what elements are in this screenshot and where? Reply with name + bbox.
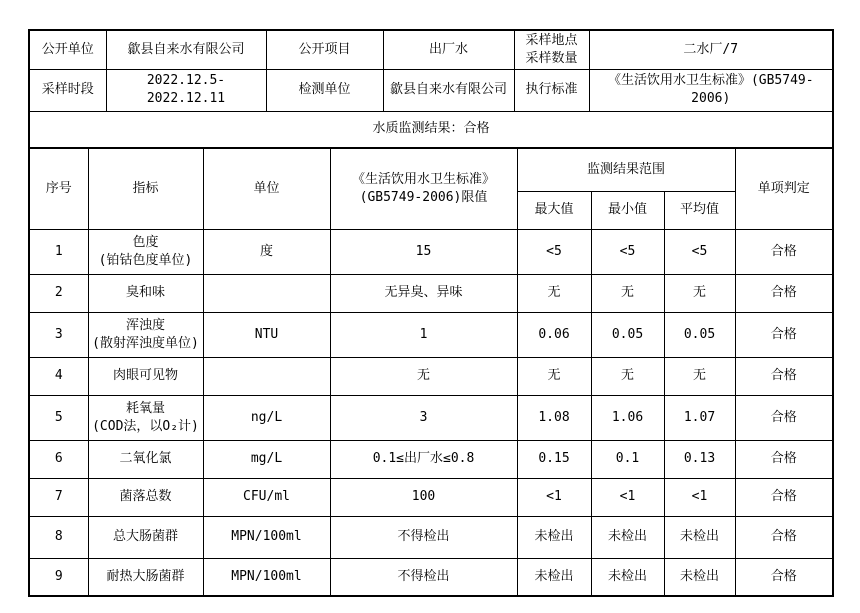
indicator-line1: 耗氧量	[125, 400, 165, 416]
row-avg: 未检出	[664, 516, 735, 558]
col-header-seq: 序号	[29, 148, 88, 229]
row-min: 未检出	[591, 558, 664, 596]
row-avg: 无	[664, 357, 735, 395]
row-indicator	[88, 229, 203, 274]
row-min: <5	[591, 229, 664, 274]
col-header-limit	[330, 148, 517, 229]
row-unit: 度	[203, 229, 330, 274]
row-judgement: 合格	[735, 558, 833, 596]
row-unit: CFU/ml	[203, 478, 330, 516]
indicator-line1: 肉眼可见物	[112, 368, 178, 384]
indicator-line1: 总大肠菌群	[112, 529, 178, 545]
row-judgement: 合格	[735, 440, 833, 478]
row-max: 未检出	[517, 516, 591, 558]
indicator-line1: 耐热大肠菌群	[106, 568, 185, 584]
table-row	[29, 395, 833, 440]
monitoring-results-table	[28, 147, 834, 597]
overall-result-text: 水质监测结果：合格	[29, 111, 833, 148]
row-limit: 1	[330, 312, 517, 357]
table-row	[29, 357, 833, 395]
water-quality-report	[28, 29, 832, 597]
row-indicator	[88, 516, 203, 558]
indicator-line2: (铂钴色度单位)	[98, 252, 193, 268]
main-header-row-1	[29, 148, 833, 191]
col-header-indicator: 指标	[88, 148, 203, 229]
row-seq: 1	[29, 229, 88, 274]
table-row	[29, 274, 833, 312]
row-indicator	[88, 558, 203, 596]
sampling-period-value: 2022.12.5-2022.12.11	[106, 69, 266, 111]
row-seq: 9	[29, 558, 88, 596]
info-row-2	[29, 69, 833, 111]
row-seq: 2	[29, 274, 88, 312]
row-judgement: 合格	[735, 229, 833, 274]
row-unit: MPN/100ml	[203, 516, 330, 558]
report-info-table	[28, 29, 834, 149]
row-avg: 无	[664, 274, 735, 312]
row-max: <5	[517, 229, 591, 274]
row-avg: 1.07	[664, 395, 735, 440]
row-seq: 3	[29, 312, 88, 357]
row-seq: 4	[29, 357, 88, 395]
row-avg: 0.13	[664, 440, 735, 478]
row-max: 0.15	[517, 440, 591, 478]
row-unit: NTU	[203, 312, 330, 357]
row-judgement: 合格	[735, 395, 833, 440]
indicator-line2: (散射浑浊度单位)	[92, 335, 199, 351]
table-row	[29, 229, 833, 274]
indicator-line1: 浑浊度	[125, 317, 165, 333]
test-unit-label: 检测单位	[266, 69, 383, 111]
row-indicator	[88, 312, 203, 357]
row-avg: <5	[664, 229, 735, 274]
indicator-line1: 二氧化氯	[119, 451, 172, 467]
sampling-site-label-line1: 采样地点	[525, 33, 578, 49]
table-row	[29, 440, 833, 478]
col-header-judgement: 单项判定	[735, 148, 833, 229]
row-max: 无	[517, 274, 591, 312]
row-unit	[203, 274, 330, 312]
row-seq: 8	[29, 516, 88, 558]
row-judgement: 合格	[735, 357, 833, 395]
row-judgement: 合格	[735, 312, 833, 357]
row-unit	[203, 357, 330, 395]
row-max: 1.08	[517, 395, 591, 440]
row-min: 0.05	[591, 312, 664, 357]
row-judgement: 合格	[735, 516, 833, 558]
row-min: 0.1	[591, 440, 664, 478]
row-limit: 3	[330, 395, 517, 440]
row-indicator	[88, 395, 203, 440]
table-row	[29, 516, 833, 558]
row-min: 无	[591, 357, 664, 395]
standard-value: 《生活饮用水卫生标准》(GB5749-2006)	[589, 69, 833, 111]
row-seq: 5	[29, 395, 88, 440]
col-header-limit-line2: (GB5749-2006)限值	[359, 189, 488, 205]
row-min: 1.06	[591, 395, 664, 440]
col-header-unit: 单位	[203, 148, 330, 229]
row-max: 无	[517, 357, 591, 395]
row-indicator	[88, 357, 203, 395]
row-min: <1	[591, 478, 664, 516]
indicator-line1: 菌落总数	[119, 489, 172, 505]
row-limit: 15	[330, 229, 517, 274]
row-unit: mg/L	[203, 440, 330, 478]
row-limit: 0.1≤出厂水≤0.8	[330, 440, 517, 478]
sampling-site-count-value: 二水厂/7	[589, 30, 833, 69]
row-avg: 未检出	[664, 558, 735, 596]
row-limit: 无异臭、异味	[330, 274, 517, 312]
table-row	[29, 312, 833, 357]
row-limit: 不得检出	[330, 516, 517, 558]
table-row	[29, 478, 833, 516]
indicator-line1: 色度	[132, 234, 159, 250]
row-avg: <1	[664, 478, 735, 516]
row-min: 无	[591, 274, 664, 312]
row-limit: 100	[330, 478, 517, 516]
col-header-avg: 平均值	[664, 191, 735, 229]
standard-label: 执行标准	[514, 69, 589, 111]
row-max: 0.06	[517, 312, 591, 357]
info-row-1	[29, 30, 833, 69]
col-header-range-group: 监测结果范围	[517, 148, 735, 191]
sampling-count-label-line2: 采样数量	[525, 50, 578, 66]
row-avg: 0.05	[664, 312, 735, 357]
row-seq: 6	[29, 440, 88, 478]
row-indicator	[88, 478, 203, 516]
col-header-min: 最小值	[591, 191, 664, 229]
row-indicator	[88, 440, 203, 478]
row-max: <1	[517, 478, 591, 516]
publish-unit-value: 歙县自来水有限公司	[106, 30, 266, 69]
row-max: 未检出	[517, 558, 591, 596]
row-limit: 不得检出	[330, 558, 517, 596]
publish-item-value: 出厂水	[383, 30, 514, 69]
row-unit: ng/L	[203, 395, 330, 440]
col-header-limit-line1: 《生活饮用水卫生标准》	[351, 172, 495, 188]
indicator-line1: 臭和味	[125, 285, 165, 301]
row-indicator	[88, 274, 203, 312]
sampling-site-count-label	[514, 30, 589, 69]
table-row	[29, 558, 833, 596]
publish-unit-label: 公开单位	[29, 30, 106, 69]
result-band-row	[29, 111, 833, 148]
row-unit: MPN/100ml	[203, 558, 330, 596]
indicator-line2: (COD法，以O₂计)	[92, 418, 199, 434]
test-unit-value: 歙县自来水有限公司	[383, 69, 514, 111]
row-judgement: 合格	[735, 478, 833, 516]
sampling-period-label: 采样时段	[29, 69, 106, 111]
row-min: 未检出	[591, 516, 664, 558]
row-seq: 7	[29, 478, 88, 516]
publish-item-label: 公开项目	[266, 30, 383, 69]
col-header-max: 最大值	[517, 191, 591, 229]
row-limit: 无	[330, 357, 517, 395]
row-judgement: 合格	[735, 274, 833, 312]
